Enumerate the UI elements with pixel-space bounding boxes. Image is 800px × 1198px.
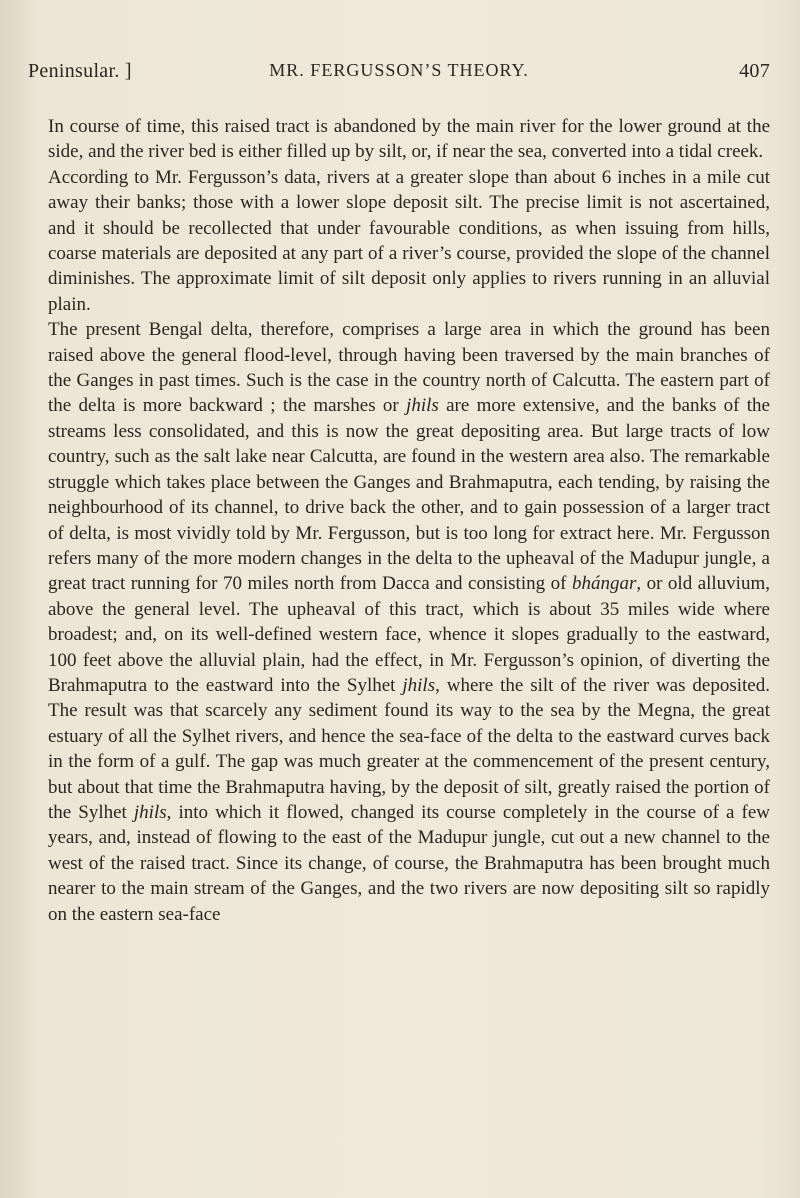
text-run: According to Mr. Fergusson’s data, rivers at a greater slope than about 6 inches in a mile cut away their banks; those with a lower slope deposit silt. The precise limit is not ascertained, and it should be recollected that under favourable conditions, as when issuing from hills, coarse materials are deposited at any part of a river’s course, provided the slope of the channel diminishes. The approximate limit of silt deposit only applies to rivers running in an alluvial plain. [48,166,770,315]
italic-term: jhils [402,674,436,696]
text-run: , or old alluvium, above the general level. The upheaval of this tract, which is about 35 miles wide where broadest; and, on its well-defined western face, whence it slopes gradually to the eastward, 100 feet above the alluvial plain, had the effect, in Mr. Fergusson’s opinion, of diverting the Brahmaputra to the eastward into the Sylhet [48,573,770,696]
text-run: The present Bengal delta, therefore, comprises a large area in which the ground has been raised above the general flood-level, through having been traversed by the main branches of the Ganges in past times. Such is the case in the country north of Calcutta. The eastern part of the delta is more backward ; the marshes or [48,319,770,417]
italic-term: jhils [406,395,439,417]
text-run: In course of time, this raised tract is abandoned by the main river for the lower ground at the side, and the river bed is either filled up by silt, or, if near the sea, converted into a tidal creek. [48,116,770,163]
italic-term: jhils [133,801,167,823]
text-run: are more extensive, and the banks of the streams less consolidated, and this is now the great depositing area. But large tracts of low country, such as the salt lake near Calcutta, are found in the western area also. The remarkable struggle which takes place between the Ganges and Brahmaputra, each tending, by raising the neighbourhood of its channel, to drive back the other, and to gain possession of a larger tract of delta, is most vividly told by Mr. Fergusson, but is too long for extract here. Mr. Fergusson refers many of the more modern changes in the delta to the upheaval of the Madupur jungle, a great tract running for 70 miles north from Dacca and consisting of [48,395,770,595]
page-number: 407 [739,60,770,82]
text-run: , where the silt of the river was deposited. The result was that scarcely any sediment found its way to the sea by the Megna, the great estuary of all the Sylhet rivers, and hence the sea-face of the delta to the eastward curves back in the form of a gulf. The gap was much greater at the commencement of the present century, but about that time the Brahmaputra having, by the deposit of silt, greatly raised the portion of the Sylhet [48,674,770,823]
italic-term: bhángar [571,573,637,595]
header-section-label: Peninsular. ] [28,60,132,82]
running-header [28,60,770,90]
paragraph [48,317,770,927]
text-run: , into which it flowed, changed its course completely in the course of a few years, and, instead of flowing to the east of the Madupur jungle, cut out a new channel to the west of the raised tract. Since its change, of course, the Brahmaputra has been brought much nearer to the main stream of the Ganges, and the two rivers are now depositing silt so rapidly on the eastern sea-face [48,801,770,925]
paragraph [48,114,770,165]
body-text [48,114,770,927]
header-title: MR. FERGUSSON’S THEORY. [269,60,529,80]
paragraph [48,165,770,317]
